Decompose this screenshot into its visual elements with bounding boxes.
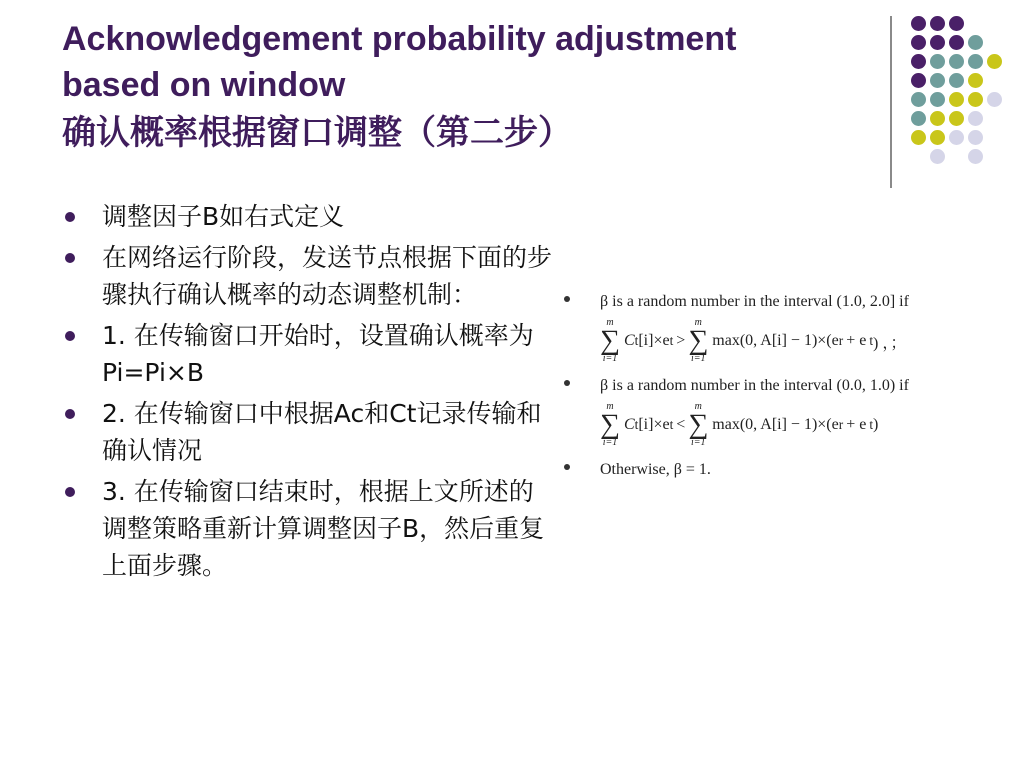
summation: [600, 318, 620, 364]
decor-dot: [930, 149, 945, 164]
sum-lower: i=1: [602, 353, 618, 364]
sum-upper: m: [694, 317, 702, 328]
decor-dot: [968, 149, 983, 164]
bullet-list: [62, 198, 552, 588]
sum-lower: i=1: [691, 353, 706, 364]
decor-dot: [949, 111, 964, 126]
sum-upper: m: [606, 317, 614, 328]
eq-term: max(0, A[i] − 1)×(e: [712, 416, 839, 433]
formula-text: Otherwise, β = 1.: [600, 461, 711, 478]
title-divider: [890, 16, 892, 188]
decor-dot: [911, 35, 926, 50]
decor-dot: [949, 92, 964, 107]
decor-dot: [930, 111, 945, 126]
decor-dot: [968, 35, 983, 50]
title-line-1: Acknowledgement probability adjustment: [62, 20, 737, 58]
eq-term: max(0, A[i] − 1)×(e: [712, 332, 839, 349]
formula-item: [564, 290, 1014, 368]
formula-text: β is a random number in the interval (1.0, 2.0] if: [600, 293, 909, 310]
sum-upper: m: [606, 401, 614, 412]
eq-operator: <: [676, 416, 686, 433]
decor-dot: [987, 54, 1002, 69]
eq-term: ): [873, 416, 879, 433]
eq-sub: t: [669, 333, 674, 348]
decor-dot: [911, 111, 926, 126]
title-line-2: based on window: [62, 66, 346, 104]
eq-term: ) ，；: [873, 334, 907, 352]
decor-dot: [930, 73, 945, 88]
decor-dot: [911, 92, 926, 107]
formula-bullet: [564, 296, 570, 302]
decor-dot: [949, 73, 964, 88]
decor-dot: [930, 35, 945, 50]
decor-dot: [930, 16, 945, 31]
decor-dot: [930, 92, 945, 107]
slide-title: [62, 16, 862, 158]
eq-term: + e: [846, 332, 867, 349]
eq-term: [i]×e: [638, 332, 670, 349]
eq-sub: r: [838, 333, 844, 348]
sum-symbol: ∑: [688, 325, 709, 356]
summation: [688, 318, 708, 364]
formula-equation: [600, 398, 1014, 452]
summation: [688, 402, 708, 448]
bullet-item: 2. 在传输窗口中根据Ac和Ct记录传输和确认情况: [62, 395, 552, 469]
formula-item: [564, 458, 1014, 482]
decor-dot: [968, 130, 983, 145]
eq-sub: t: [669, 417, 674, 432]
eq-term: [i]×e: [638, 416, 670, 433]
decor-dot: [930, 54, 945, 69]
decor-dot: [911, 73, 926, 88]
eq-term: C: [623, 416, 635, 433]
sum-symbol: ∑: [600, 325, 620, 356]
decor-dot: [968, 54, 983, 69]
decor-dot: [930, 130, 945, 145]
decor-dot: [949, 35, 964, 50]
decor-dot: [968, 111, 983, 126]
eq-sub: t: [869, 417, 874, 432]
eq-term: C: [623, 332, 635, 349]
bullet-item: 3. 在传输窗口结束时，根据上文所述的调整策略重新计算调整因子B，然后重复上面步骤。: [62, 473, 552, 584]
eq-sub: t: [634, 333, 639, 348]
eq-sub: t: [869, 333, 874, 348]
bullet-item: 调整因子B如右式定义: [62, 198, 552, 235]
formula-equation: [600, 314, 1014, 368]
sum-symbol: ∑: [688, 409, 709, 440]
decor-dot: [949, 130, 964, 145]
decor-dot: [949, 16, 964, 31]
sum-symbol: ∑: [600, 409, 620, 440]
eq-sub: r: [838, 417, 844, 432]
decor-dot: [949, 54, 964, 69]
sum-upper: m: [694, 401, 702, 412]
bullet-item: 在网络运行阶段，发送节点根据下面的步骤执行确认概率的动态调整机制：: [62, 239, 552, 313]
title-line-chinese: 确认概率根据窗口调整（第二步）: [62, 114, 572, 152]
formula-bullet: [564, 380, 570, 386]
bullet-item: 1. 在传输窗口开始时，设置确认概率为Pi=Pi×B: [62, 317, 552, 391]
formula-image: [564, 290, 1014, 488]
formula-text: β is a random number in the interval (0.0, 1.0) if: [600, 377, 909, 394]
decor-dot: [987, 92, 1002, 107]
decor-dot: [911, 130, 926, 145]
decor-dot: [968, 73, 983, 88]
decor-dot: [968, 92, 983, 107]
eq-sub: t: [634, 417, 639, 432]
sum-lower: i=1: [602, 437, 618, 448]
decor-dot: [911, 16, 926, 31]
formula-item: [564, 374, 1014, 452]
decor-dot: [911, 54, 926, 69]
sum-lower: i=1: [691, 437, 706, 448]
formula-bullet: [564, 464, 570, 470]
eq-operator: >: [676, 332, 686, 349]
eq-term: + e: [846, 416, 867, 433]
summation: [600, 402, 620, 448]
